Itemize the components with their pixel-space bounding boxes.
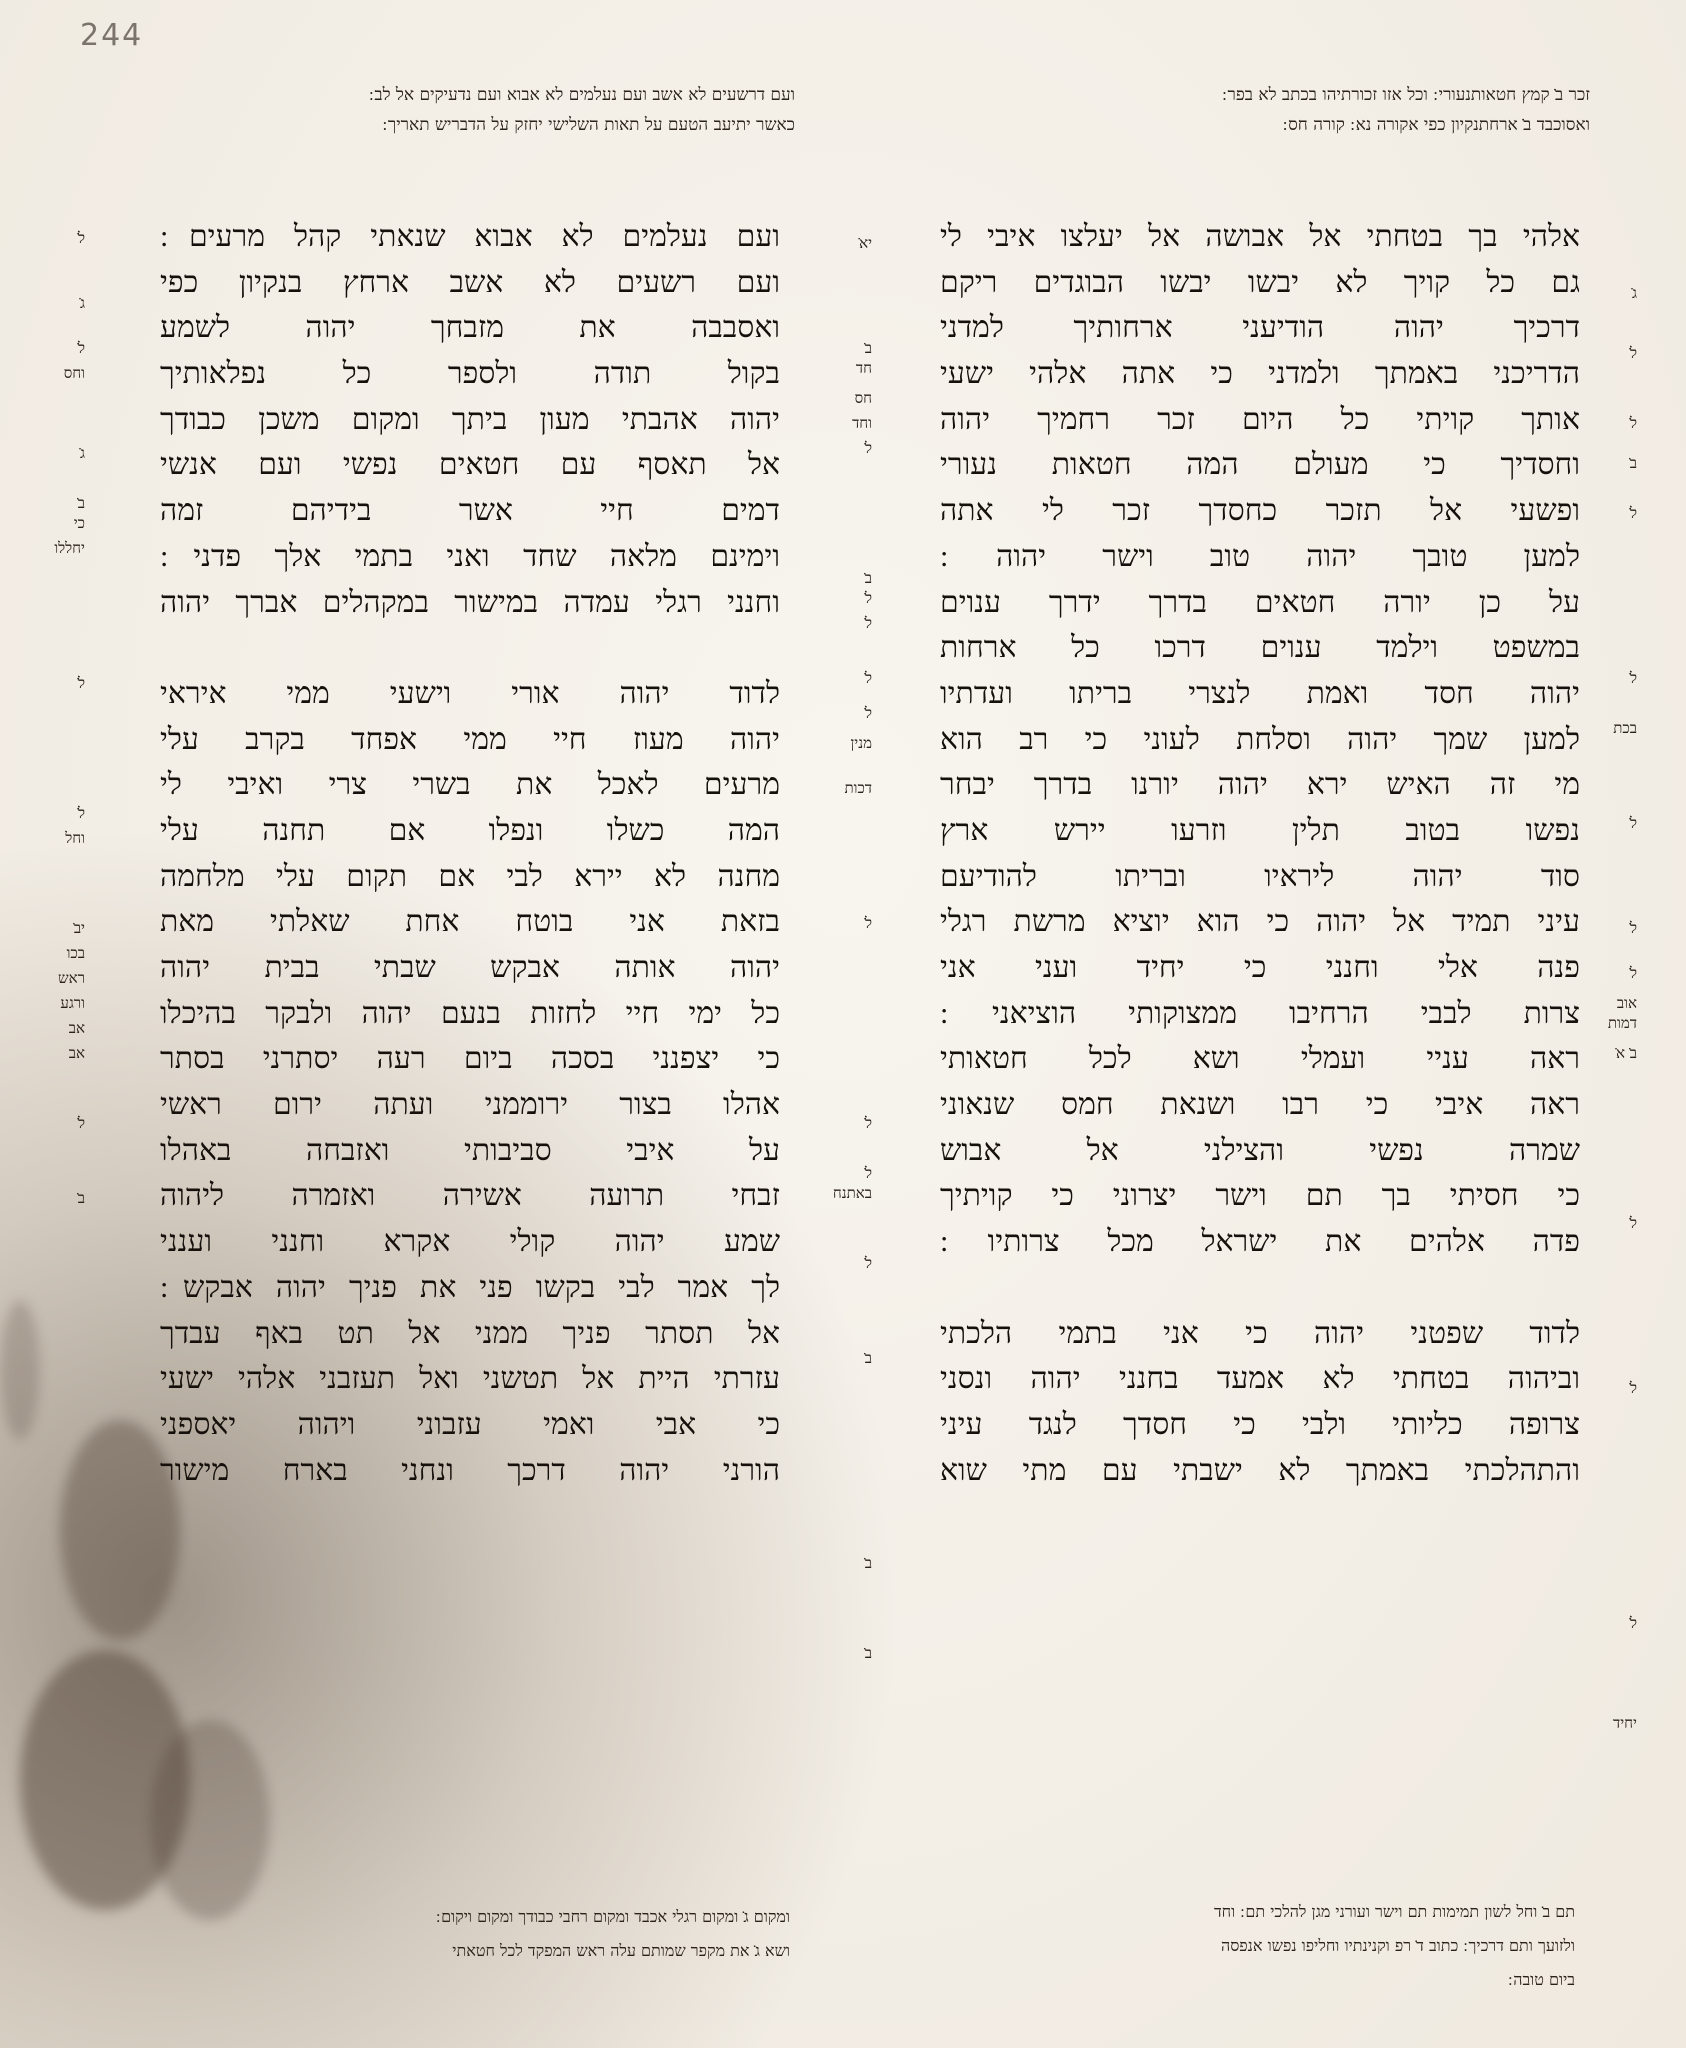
masorah-parva-note: מנין	[850, 734, 872, 752]
text-line: אותך קויתי כל היום זכר רחמיך יהוה	[940, 401, 1580, 437]
text-line: לך אמר לבי בקשו פני את פניך יהוה אבקש ׃	[160, 1269, 780, 1305]
section-gap	[940, 1265, 1580, 1311]
masorah-parva-note: חד	[855, 359, 872, 377]
text-line: דרכיך יהוה הודיעני ארחותיך למדני	[940, 310, 1580, 346]
text-line: סוד יהוה ליראיו ובריתו להודיעם	[940, 858, 1580, 894]
text-line: אל תאסף עם חטאים נפשי ועם אנשי	[160, 447, 780, 483]
text-line: כי חסיתי בך תם וישר יצרוני כי קויתיך	[940, 1178, 1580, 1214]
text-line: וביהוה בטחתי לא אמעד בחנני יהוה ונסני	[940, 1361, 1580, 1397]
masorah-parva-note: ל̇	[1629, 1214, 1637, 1232]
text-line: על כן יורה חטאים בדרך ידרך ענוים	[940, 584, 1580, 620]
text-line: ועם נעלמים לא אבוא שנאתי קהל מרעים ׃	[160, 219, 780, 254]
masorah-parva-note: ראש	[58, 969, 85, 987]
masorah-line: כאשר יתיעב הטעם על תאות השלישי יחזק על הדבריש תאריך ׃	[382, 115, 795, 135]
masorah-line: ושא ג̇ את מקפר שמותם עלה ראש המפקד לכל חטאתי	[452, 1941, 790, 1960]
masorah-parva-note: ל̇	[864, 914, 872, 932]
text-line: למען טובך יהוה טוב וישר יהוה ׃	[940, 538, 1580, 574]
text-line: אל תסתר פניך ממני אל תט באף עבדך	[160, 1315, 780, 1351]
text-line: לדוד שפטני יהוה כי אני בתמי הלכתי	[940, 1315, 1580, 1351]
masorah-parva-note: ב̇	[1629, 454, 1637, 472]
masorah-parva-note: וחס	[63, 364, 85, 382]
masorah-parva-note: ל̇	[1629, 669, 1637, 687]
masorah-parva-note: ל̇	[864, 589, 872, 607]
text-line: על איבי סביבותי ואזבחה באהלו	[160, 1132, 780, 1168]
folio-number: 244	[80, 18, 144, 53]
text-line: וימינם מלאה שחד ואני בתמי אלך פדני ׃	[160, 538, 780, 574]
text-line: שמע יהוה קולי אקרא וחנני וענני	[160, 1224, 780, 1260]
masorah-top-right	[990, 80, 1590, 140]
masorah-top-left	[155, 80, 795, 140]
masorah-parva-note: וחל	[65, 829, 85, 847]
text-line: יהוה מעוז חיי ממי אפחד בקרב עלי	[160, 721, 780, 757]
masorah-parva-note: ורגע	[60, 994, 85, 1012]
masorah-parva-note: ב̇	[864, 339, 872, 357]
masorah-parva-note: ל̇	[1629, 414, 1637, 432]
masorah-parva-note: דמות	[1607, 1014, 1637, 1032]
masorah-line: תם ב̇ וחל לשון תמימות תם וישר ועורני מגן להלכי תם ׃ וחד	[1213, 1902, 1575, 1921]
masorah-line: ואסוכבד ב̇ ארחתנקיון כפי אקורה נא ׃ קורה חס ׃	[1282, 115, 1590, 135]
text-line: זבחי תרועה אשירה ואזמרה ליהוה	[160, 1178, 780, 1214]
text-line: גם כל קויך לא יבשו יבשו הבוגדים ריקם	[940, 264, 1580, 300]
text-line: שמרה נפשי והצילני אל אבוש	[940, 1132, 1580, 1168]
masorah-parva-note: בכו	[66, 944, 85, 962]
masorah-parva-note: ל̇	[77, 674, 85, 692]
masorah-parva-note: ל̇	[77, 339, 85, 357]
text-line: מרעים לאכל את בשרי צרי ואיבי לי	[160, 767, 780, 803]
masorah-line: ועם דרשעים לא אשב ועם נעלמים לא אבוא ועם נדעיקים אל לב ׃	[368, 85, 795, 105]
text-line: למען שמך יהוה וסלחת לעוני כי רב הוא	[940, 721, 1580, 757]
text-line: יהוה אותה אבקש שבתי בבית יהוה	[160, 950, 780, 985]
text-line: הדריכני באמתך ולמדני כי אתה אלהי ישעי	[940, 356, 1580, 392]
text-column-right	[940, 214, 1580, 1493]
masorah-bottom-right	[955, 1895, 1575, 1997]
text-line: דמים חיי אשר בידיהם זמה	[160, 493, 780, 529]
masorah-parva-note: ב̇	[77, 1189, 85, 1207]
text-line: בקול תודה ולספר כל נפלאותיך	[160, 356, 780, 392]
text-line: לדוד יהוה אורי וישעי ממי איראי	[160, 675, 780, 711]
text-line: יהוה אהבתי מעון ביתך ומקום משכן כבודך	[160, 401, 780, 437]
masorah-parva-note: ל̇	[1629, 1379, 1637, 1397]
masorah-parva-note: ל̇	[1629, 814, 1637, 832]
section-gap	[160, 625, 780, 671]
masorah-parva-note: חס	[854, 389, 872, 407]
masorah-parva-note: אוב	[1616, 994, 1637, 1012]
text-line: יהוה חסד ואמת לנצרי בריתו ועדתיו	[940, 675, 1580, 711]
water-stain	[150, 1720, 270, 1920]
masorah-line: ומקום ג̇ ומקום רגלי אכבד ומקום רחבי כבודך ומקום ויקום ׃	[435, 1907, 790, 1926]
masorah-parva-note: ל̇	[864, 1114, 872, 1132]
masorah-parva-note: ב̇	[864, 569, 872, 587]
masorah-parva-note: יחיד	[1613, 1714, 1637, 1732]
text-line	[160, 1493, 780, 1539]
masorah-parva-note: ב̇	[864, 1644, 872, 1662]
text-line: פדה אלהים את ישראל מכל צרותיו ׃	[940, 1224, 1580, 1260]
masorah-parva-note: יא̇	[859, 234, 872, 252]
masorah-parva-note: ל̇	[1629, 964, 1637, 982]
masorah-parva-note: ל̇	[1629, 919, 1637, 937]
text-line: ועם רשעים לא אשב ארחץ בנקיון כפי	[160, 264, 780, 300]
text-line: הורני יהוה דרכך ונחני בארח מישור	[160, 1452, 780, 1488]
text-line: נפשו בטוב תלין וזרעו יירש ארץ	[940, 812, 1580, 848]
masorah-line: ביום טובה ׃	[1508, 1970, 1575, 1989]
masorah-parva-note: ל̇	[77, 804, 85, 822]
masorah-parva-note: ב̇	[864, 1349, 872, 1367]
masorah-parva-note: יב̇	[73, 919, 85, 937]
masorah-parva-note: ג̇	[80, 294, 85, 312]
text-column-left	[160, 214, 780, 1539]
text-line: צרות לבבי הרחיבו ממצוקותי הוציאני ׃	[940, 995, 1580, 1031]
masorah-line: זכר ב̇ קמץ חטאותנעורי ׃ וכל אזו זכורתיהו בכתב לא בפר ׃	[1222, 85, 1590, 105]
masorah-parva-note: יחללו	[54, 539, 85, 557]
text-line: אהלו בצור ירוממני ועתה ירום ראשי	[160, 1087, 780, 1123]
masorah-parva-note: ל̇	[864, 1254, 872, 1272]
masorah-parva-note: אב	[68, 1019, 85, 1037]
masorah-parva-note: ג̇	[80, 444, 85, 462]
masorah-parva-note: ל̇	[1629, 344, 1637, 362]
text-line: כל ימי חיי לחזות בנעם יהוה ולבקר בהיכלו	[160, 995, 780, 1031]
text-line: ופשעי אל תזכר כחסדך זכר לי אתה	[940, 493, 1580, 529]
masorah-parva-note: דכות	[844, 779, 872, 797]
masorah-parva-note: ל̇	[864, 1164, 872, 1182]
masorah-parva-note: ב̇ א̇	[1616, 1044, 1637, 1062]
text-line: והתהלכתי באמתך לא ישבתי עם מתי שוא	[940, 1452, 1580, 1488]
text-line: בזאת אני בוטח אחת שאלתי מאת	[160, 904, 780, 940]
masorah-parva-note: ל̇	[77, 1114, 85, 1132]
masorah-parva-note: אב	[68, 1044, 85, 1062]
masorah-parva-note: ג̇	[1632, 284, 1637, 302]
masorah-parva-note: ל̇	[864, 704, 872, 722]
masorah-parva-note: ב̇	[77, 494, 85, 512]
masorah-parva-note: כי	[73, 514, 85, 532]
masorah-parva-note: ל̇	[864, 614, 872, 632]
text-line: כי אבי ואמי עזבוני ויהוה יאספני	[160, 1406, 780, 1442]
text-line: ואסבבה את מזבחך יהוה לשמע	[160, 310, 780, 346]
water-stain	[0, 1300, 40, 1440]
masorah-line: ולזועך ותם דרכיך ׃ כתוב ד̇ רפ וקנינתיו וחליפו נפשו אנפסה	[1220, 1936, 1575, 1955]
masorah-bottom-left	[130, 1900, 790, 1968]
text-line: וחנני רגלי עמדה במישור במקהלים אברך יהוה	[160, 584, 780, 620]
masorah-parva-note: ל̇	[864, 669, 872, 687]
text-line: ראה איבי כי רבו ושנאת חמס שנאוני	[940, 1087, 1580, 1123]
text-line: במשפט וילמד ענוים דרכו כל ארחות	[940, 630, 1580, 666]
masorah-parva-note: באתנח	[832, 1184, 872, 1202]
text-line: עזרתי היית אל תטשני ואל תעזבני אלהי ישעי	[160, 1361, 780, 1397]
masorah-parva-note: ל̇	[77, 229, 85, 247]
text-line: ראה עניי ועמלי ושא לכל חטאותי	[940, 1041, 1580, 1077]
text-line: המה כשלו ונפלו אם תחנה עלי	[160, 812, 780, 848]
text-line: אלהי בך בטחתי אל אבושה אל יעלצו איבי לי	[940, 219, 1580, 254]
text-line: וחסדיך כי מעולם המה חטאות נעורי	[940, 447, 1580, 483]
masorah-parva-note: בכת	[1613, 719, 1637, 737]
masorah-parva-note: וחד	[852, 414, 872, 432]
text-line: כי יצפנני בסכה ביום רעה יסתרני בסתר	[160, 1041, 780, 1077]
text-line: מי זה האיש ירא יהוה יורנו בדרך יבחר	[940, 767, 1580, 803]
text-line: עיני תמיד אל יהוה כי הוא יוציא מרשת רגלי	[940, 904, 1580, 940]
masorah-parva-note: ב̇	[864, 1554, 872, 1572]
text-line: מחנה לא יירא לבי אם תקום עלי מלחמה	[160, 858, 780, 894]
masorah-parva-note: ל̇	[864, 439, 872, 457]
text-line: צרופה כליותי ולבי כי חסדך לנגד עיני	[940, 1406, 1580, 1442]
masorah-parva-note: ל̇	[1629, 504, 1637, 522]
text-line: פנה אלי וחנני כי יחיד ועני אני	[940, 950, 1580, 985]
masorah-parva-note: ל̇	[1629, 1614, 1637, 1632]
